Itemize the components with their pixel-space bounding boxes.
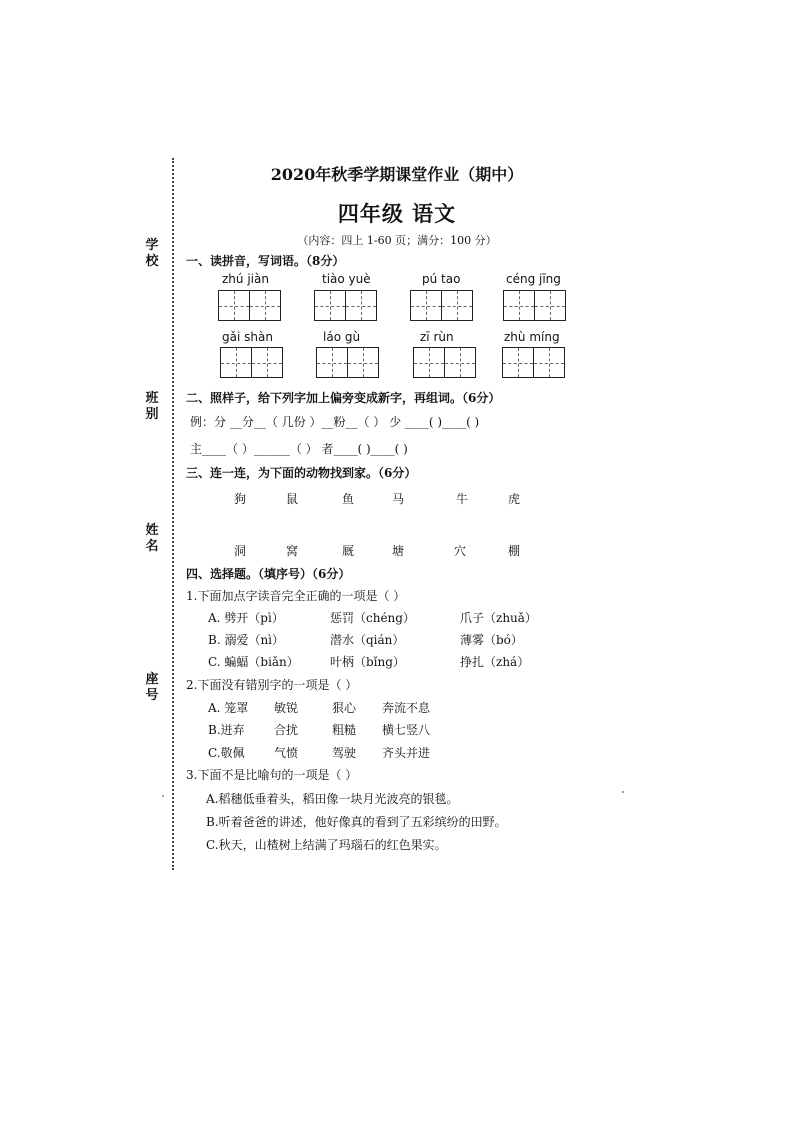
exam-info: （内容：四上 1-60 页；满分：100 分） <box>297 234 497 247</box>
q3-option-a[interactable]: A.稻穗低垂着头，稻田像一块月光波亮的银毯。 <box>206 792 459 806</box>
q2-option-a-word: 狠心 <box>332 701 357 715</box>
side-char: 名 <box>145 539 159 554</box>
q2-option-c-word: 齐头并进 <box>382 746 431 760</box>
side-label-name <box>140 523 164 555</box>
home-item[interactable]: 窝 <box>286 544 299 558</box>
pinyin: céng jīng <box>506 272 561 286</box>
animal-item[interactable]: 狗 <box>234 492 247 506</box>
q2-option-c-word: 气愤 <box>274 746 299 760</box>
q2-option-b-word: 横七竖八 <box>382 723 431 737</box>
home-item[interactable]: 棚 <box>508 544 521 558</box>
q1-option-b[interactable]: B. 溺爱（nì） <box>208 633 285 647</box>
section-2-heading: 二、照样子，给下列字加上偏旁变成新字，再组词。（6分） <box>186 391 501 405</box>
pinyin: tiào yuè <box>322 272 371 286</box>
radical-line-2[interactable]: 主____（ ）______（ ） 者____( )____( ) <box>190 442 408 456</box>
exam-title: 2020年秋季学期课堂作业（期中） <box>270 165 524 184</box>
q3-option-c[interactable]: C.秋天，山楂树上结满了玛瑙石的红色果实。 <box>206 838 447 852</box>
write-box-pair[interactable] <box>502 347 563 378</box>
animal-item[interactable]: 鱼 <box>342 492 355 506</box>
animal-item[interactable]: 虎 <box>508 492 521 506</box>
side-char: 学 <box>145 238 159 253</box>
q1-option-c[interactable]: C. 蝙蝠（biǎn） <box>208 655 299 669</box>
q1-option-b-word: 薄雾（bó） <box>460 633 523 647</box>
q1-option-a-word: 爪子（zhuǎ） <box>460 611 537 625</box>
section-3-heading: 三、连一连，为下面的动物找到家。（6分） <box>186 466 417 480</box>
write-box-pair[interactable] <box>413 347 474 378</box>
pinyin: pú tao <box>422 272 461 286</box>
animal-item[interactable]: 鼠 <box>286 492 299 506</box>
animal-item[interactable]: 牛 <box>456 492 469 506</box>
pinyin: láo gù <box>323 330 361 344</box>
section-1-heading: 一、读拼音，写词语。（8分） <box>186 254 345 268</box>
pinyin: gǎi shàn <box>222 330 273 344</box>
q1-option-c-word: 叶柄（bǐng） <box>330 655 405 669</box>
q2-option-a-word: 敏锐 <box>274 701 299 715</box>
side-char: 号 <box>145 688 159 703</box>
exam-subject: 四年级 语文 <box>337 201 457 226</box>
animal-item[interactable]: 马 <box>392 492 405 506</box>
write-box-pair[interactable] <box>410 290 471 321</box>
scan-speck <box>162 795 164 797</box>
side-char: 班 <box>145 391 159 406</box>
write-box-pair[interactable] <box>314 290 375 321</box>
q2-option-a[interactable]: A. 笼罩 <box>208 701 249 715</box>
scan-speck <box>622 791 624 793</box>
q2-option-c[interactable]: C.敬佩 <box>208 746 245 760</box>
q3-option-b[interactable]: B.听着爸爸的讲述，他好像真的看到了五彩缤纷的田野。 <box>206 815 507 829</box>
home-item[interactable]: 塘 <box>392 544 405 558</box>
q1-option-a[interactable]: A. 劈开（pì） <box>208 611 284 625</box>
write-box-pair[interactable] <box>220 347 281 378</box>
home-item[interactable]: 洞 <box>234 544 247 558</box>
binding-dotted-line <box>172 158 174 870</box>
q1-option-a-word: 惩罚（chéng） <box>330 611 415 625</box>
q2-option-a-word: 奔流不息 <box>382 701 431 715</box>
side-char: 姓 <box>145 523 159 538</box>
radical-line-1[interactable]: 例：分 __分__（ 几份 ）__粉__（ ） 少 ____( )____( ) <box>190 415 480 429</box>
home-item[interactable]: 穴 <box>454 544 467 558</box>
question-1-stem: 1.下面加点字读音完全正确的一项是（ ） <box>186 589 406 603</box>
question-2-stem: 2.下面没有错别字的一项是（ ） <box>186 678 358 692</box>
pinyin: zī rùn <box>420 330 454 344</box>
question-3-stem: 3.下面不是比喻句的一项是（ ） <box>186 768 358 782</box>
write-box-pair[interactable] <box>503 290 564 321</box>
q1-option-c-word: 挣扎（zhá） <box>460 655 530 669</box>
q2-option-b[interactable]: B.迸弃 <box>208 723 245 737</box>
q2-option-c-word: 驾驶 <box>332 746 357 760</box>
side-char: 校 <box>145 254 159 269</box>
write-box-pair[interactable] <box>218 290 279 321</box>
side-label-class <box>140 391 164 423</box>
pinyin: zhù míng <box>504 330 560 344</box>
side-label-seat <box>140 672 164 704</box>
side-char: 别 <box>145 407 159 422</box>
section-4-heading: 四、选择题。（填序号）（6分） <box>186 567 351 581</box>
home-item[interactable]: 厩 <box>342 544 355 558</box>
q1-option-b-word: 潜水（qián） <box>330 633 405 647</box>
q2-option-b-word: 合扰 <box>274 723 299 737</box>
pinyin: zhú jiàn <box>222 272 269 286</box>
write-box-pair[interactable] <box>316 347 377 378</box>
side-char: 座 <box>145 672 159 687</box>
q2-option-b-word: 粗糙 <box>332 723 357 737</box>
